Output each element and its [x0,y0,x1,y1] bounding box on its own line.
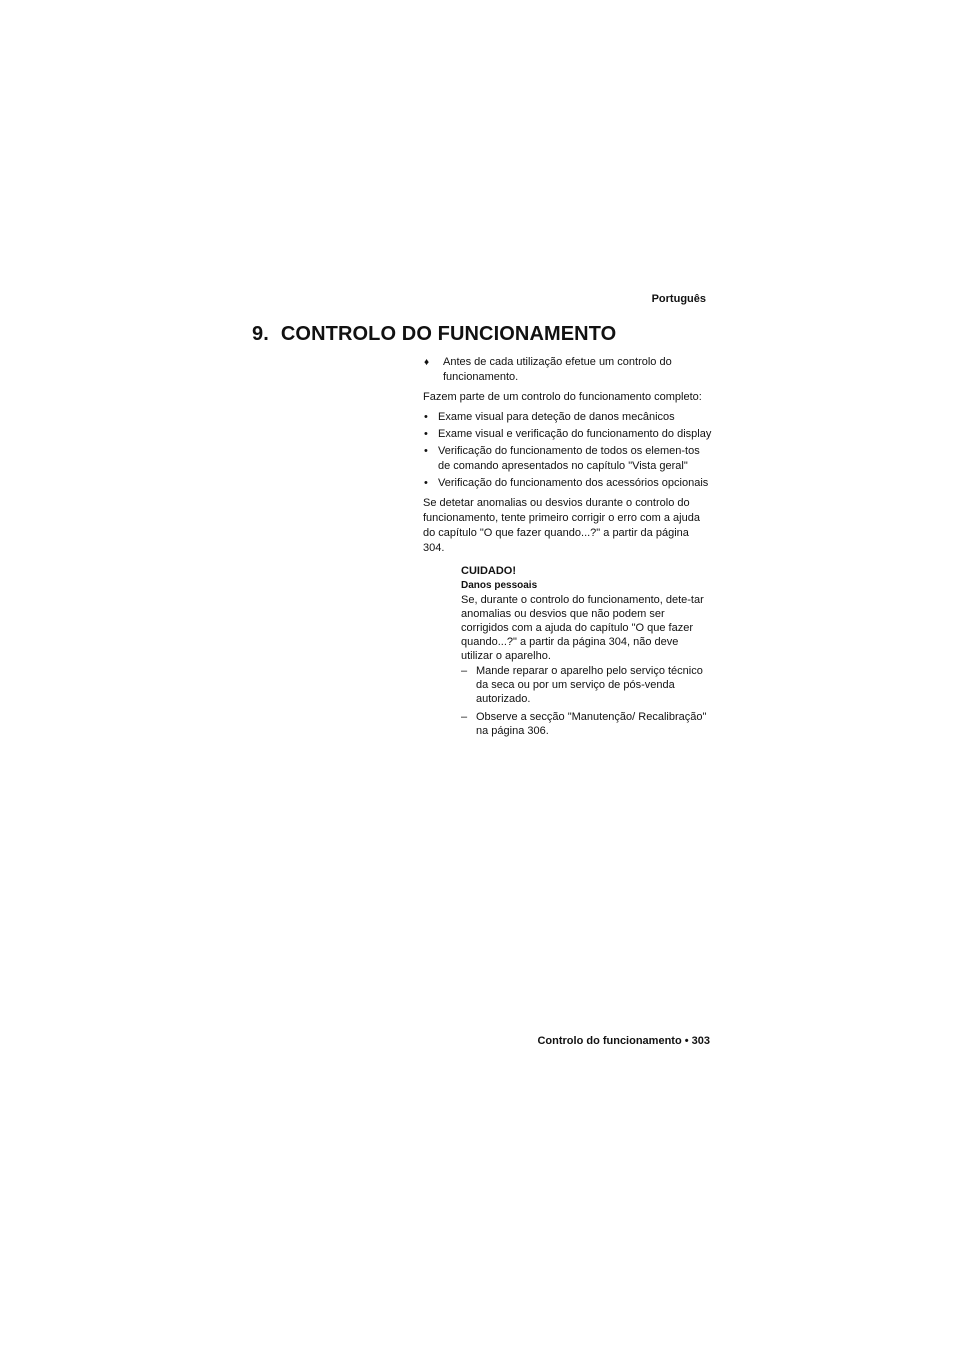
bullet-icon: • [424,477,428,489]
list-item: • Exame visual para deteção de danos mecânicos [424,411,675,423]
troubleshoot-paragraph: Se detetar anomalias ou desvios durante o controlo do funcionamento, tente primeiro corrigir o erro com a ajuda do capítulo "O que fazer quando...?" a partir da página 304. [423,497,700,554]
content-column [423,355,713,742]
intro-text: Fazem parte de um controlo do funcionamento completo: [423,391,702,403]
warning-subtitle: Danos pessoais [461,580,538,591]
list-item: • Verificação do funcionamento de todos os elemen-tos de comando apresentados no capítulo "Vista geral" [424,445,700,472]
dash-icon: – [461,665,468,677]
warning-body: Se, durante o controlo do funcionamento, dete-tar anomalias ou desvios que não podem ser corrigidos com a ajuda do capítulo "O que fazer quando...?" a partir da página 304, não deve utilizar o aparelho. [461,594,704,662]
bullet-icon: • [424,445,428,457]
bullet-icon: • [424,411,428,423]
list-item: • Exame visual e verificação do funcionamento do display [424,428,712,440]
diamond-bullet-icon: ♦ [424,357,430,368]
list-item: • Verificação do funcionamento dos acessórios opcionais [424,477,709,489]
list-item: – Mande reparar o aparelho pelo serviço técnico da seca ou por um serviço de pós-venda autorizado. [461,665,703,705]
action-instruction [423,355,713,385]
list-item: – Observe a secção "Manutenção/ Recalibração" na página 306. [461,711,707,737]
warning-block [461,564,713,738]
bullet-icon: • [424,428,428,440]
action-text: Antes de cada utilização efetue um controlo do funcionamento. [443,356,672,383]
page-footer: Controlo do funcionamento • 303 [537,1035,710,1047]
section-number: 9. [252,323,269,345]
section-title: CONTROLO DO FUNCIONAMENTO [280,323,617,345]
warning-steps [461,664,713,738]
language-label: Português [651,293,706,305]
warning-signal-word: CUIDADO! [461,565,516,577]
check-list [423,410,713,491]
section-heading [252,323,616,346]
dash-icon: – [461,711,468,723]
